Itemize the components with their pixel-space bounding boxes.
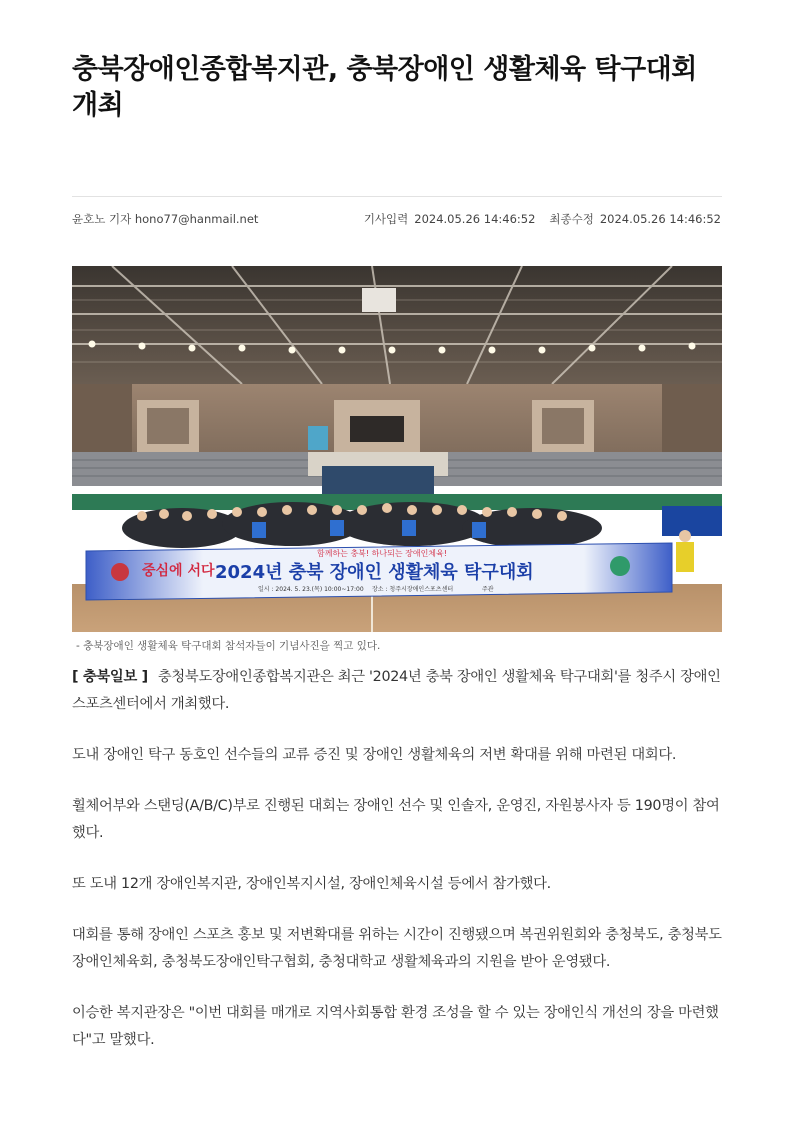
- paragraph: 도내 장애인 탁구 동호인 선수들의 교류 증진 및 장애인 생활체육의 저변 확대를 위해 마련된 대회다.: [72, 747, 677, 763]
- source-label: [ 충북일보 ]: [72, 669, 148, 685]
- banner-date: 일시 : 2024. 5. 23.(목) 10:00~17:00: [258, 586, 364, 593]
- article-dates: [364, 211, 721, 227]
- paragraph: 휠체어부와 스탠딩(A/B/C)부로 진행된 대회는 장애인 선수 및 인솔자, 운영진, 자원봉사자 등 190명이 참여했다.: [72, 798, 720, 841]
- byline: 윤호노 기자 hono77@hanmail.net: [72, 212, 259, 226]
- photo-caption: - 충북장애인 생활체육 탁구대회 참석자들이 기념사진을 찍고 있다.: [76, 640, 381, 652]
- published-label: 기사입력: [363, 212, 409, 226]
- modified-label: 최종수정: [549, 212, 594, 226]
- paragraph-text: 충청북도장애인종합복지관은 최근 '2024년 충북 장애인 생활체육 탁구대회'를 청주시 장애인스포츠센터에서 개최했다.: [72, 669, 721, 712]
- banner-left-text: 중심에 서다: [142, 563, 215, 579]
- article-photo: [72, 266, 722, 632]
- banner-host: 주관: [482, 586, 494, 593]
- banner-slogan: 함께하는 충북! 하나되는 장애인체육!: [317, 549, 447, 558]
- published-date: 2024.05.26 14:46:52: [414, 212, 536, 226]
- modified-date: 2024.05.26 14:46:52: [599, 212, 721, 226]
- header-divider: [72, 196, 722, 197]
- paragraph: 이승한 복지관장은 "이번 대회를 매개로 지역사회통합 환경 조성을 할 수 있는 장애인식 개선의 장을 마련했다"고 말했다.: [72, 1005, 719, 1048]
- paragraph: 또 도내 12개 장애인복지관, 장애인복지시설, 장애인체육시설 등에서 참가했다.: [72, 876, 551, 892]
- banner-title: 2024년 충북 장애인 생활체육 탁구대회: [215, 562, 534, 583]
- paragraph: [72, 664, 724, 718]
- article-body: [72, 664, 724, 1078]
- banner-place: 장소 : 청주시장애인스포츠센터: [372, 586, 454, 593]
- article-title: 충북장애인종합복지관, 충북장애인 생활체육 탁구대회 개최: [72, 54, 697, 121]
- paragraph: 대회를 통해 장애인 스포츠 홍보 및 저변확대를 위하는 시간이 진행됐으며 복권위원회와 충청북도, 충청북도장애인체육회, 충청북도장애인탁구협회, 충청대학교 생활체육과의 지원을 받아 운영됐다.: [72, 927, 722, 970]
